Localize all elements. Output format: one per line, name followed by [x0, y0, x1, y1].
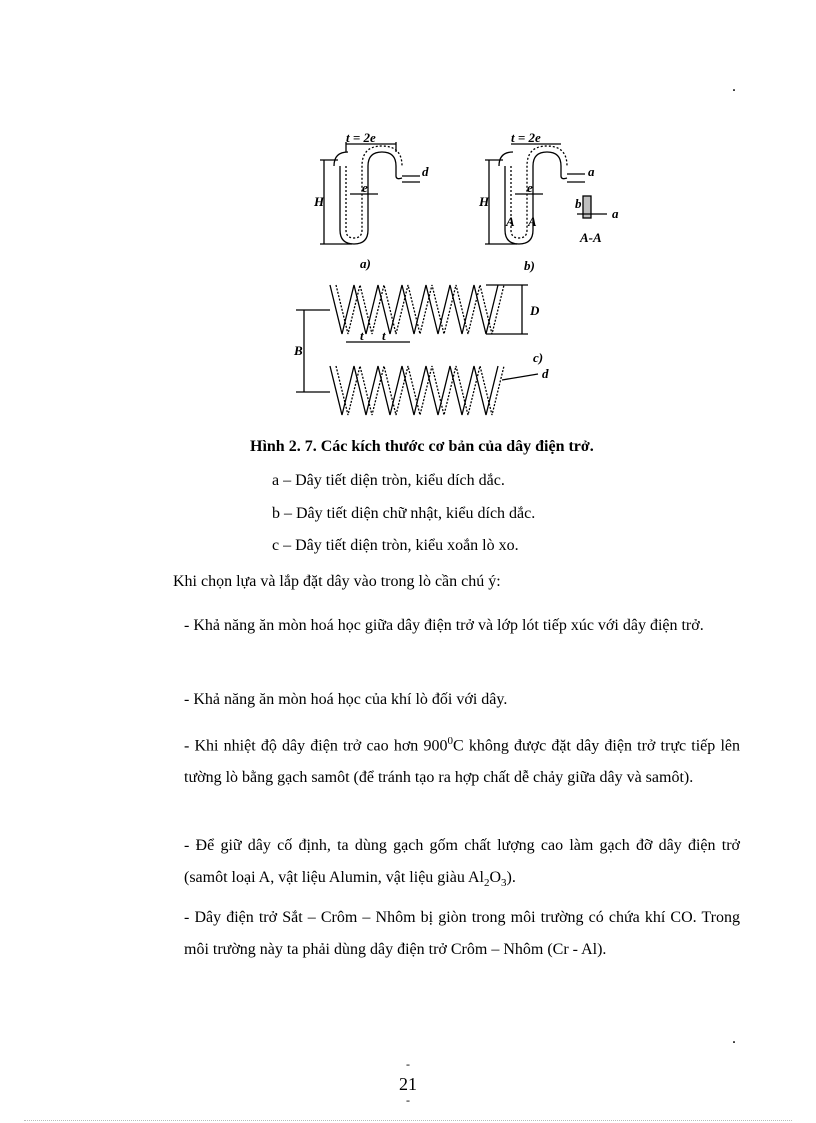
bullet-5: - Dây điện trở Sắt – Crôm – Nhôm bị giòn trong môi trường có chứa khí CO. Trong môi trường này ta phải dùng dây điện trở Crôm – Nhôm (Cr - Al).: [184, 909, 740, 958]
bullet-3: - Khi nhiệt độ dây điện trở cao hơn $900^0C$ không được đặt dây điện trở trực tiếp lên tường lò bằng gạch samôt (để tránh tạo ra hợp chất dễ chảy giữa dây và samôt).: [184, 735, 740, 787]
header-dot: .: [732, 78, 736, 95]
label-t2: t: [382, 328, 386, 343]
label-section-a2: A: [528, 214, 537, 229]
label-h-b: H: [479, 194, 490, 209]
label-t-2e-a: t = 2e: [346, 130, 376, 145]
label-d-c: d: [542, 366, 549, 381]
resistor-wire-figure: [290, 130, 619, 430]
sub-item-a: a – Dây tiết diện tròn, kiểu dích dắc.: [272, 472, 505, 489]
label-e-b: e: [527, 180, 533, 195]
figure-b-zigzag: [485, 144, 607, 244]
label-d-a: d: [422, 164, 429, 179]
intro-text: Khi chọn lựa và lắp đặt dây vào trong lò cần chú ý:: [173, 573, 501, 590]
figure-c-spring-bottom: [330, 366, 538, 415]
label-b-spacing: B: [294, 343, 303, 358]
label-section-a1: A: [506, 214, 515, 229]
label-d-spring: D: [530, 303, 540, 318]
bullet-1: - Khả năng ăn mòn hoá học giữa dây điện trở và lớp lót tiếp xúc với dây điện trở.: [184, 617, 704, 634]
figure-c-spring-top: [330, 285, 528, 334]
label-h-a: H: [314, 194, 325, 209]
page-number: 21: [399, 1074, 417, 1094]
label-section-aa: A-A: [580, 230, 602, 245]
figure-a-zigzag: [320, 142, 420, 244]
label-fig-c: c): [533, 350, 544, 365]
label-t-2e-b: t = 2e: [511, 130, 541, 145]
label-a-b1: a: [588, 164, 595, 179]
bullet-4: - Để giữ dây cố định, ta dùng gạch gốm chất lượng cao làm gạch đỡ dây điện trở (samôt loại A, vật liệu Alumin, vật liệu giàu $Al_2O_3$).: [184, 837, 740, 890]
footer-dot: .: [732, 1030, 736, 1047]
label-fig-a: a): [360, 256, 371, 271]
page-bottom-rule: [24, 1120, 792, 1121]
bullet-2: - Khả năng ăn mòn hoá học của khí lò đối với dây.: [184, 691, 508, 708]
label-t1: t: [360, 328, 364, 343]
label-a-b2: a: [612, 206, 619, 221]
label-b-b: b: [575, 196, 582, 211]
sub-item-c: c – Dây tiết diện tròn, kiểu xoắn lò xo.: [272, 537, 519, 554]
sub-item-b: b – Dây tiết diện chữ nhật, kiểu dích dắc.: [272, 505, 536, 522]
label-fig-b: b): [524, 258, 535, 273]
page-number-dash-top: -: [406, 1057, 410, 1071]
label-e-a: e: [362, 180, 368, 195]
page-number-dash-bottom: -: [406, 1093, 410, 1107]
figure-caption: Hình 2. 7. Các kích thước cơ bản của dây điện trở.: [250, 438, 594, 455]
